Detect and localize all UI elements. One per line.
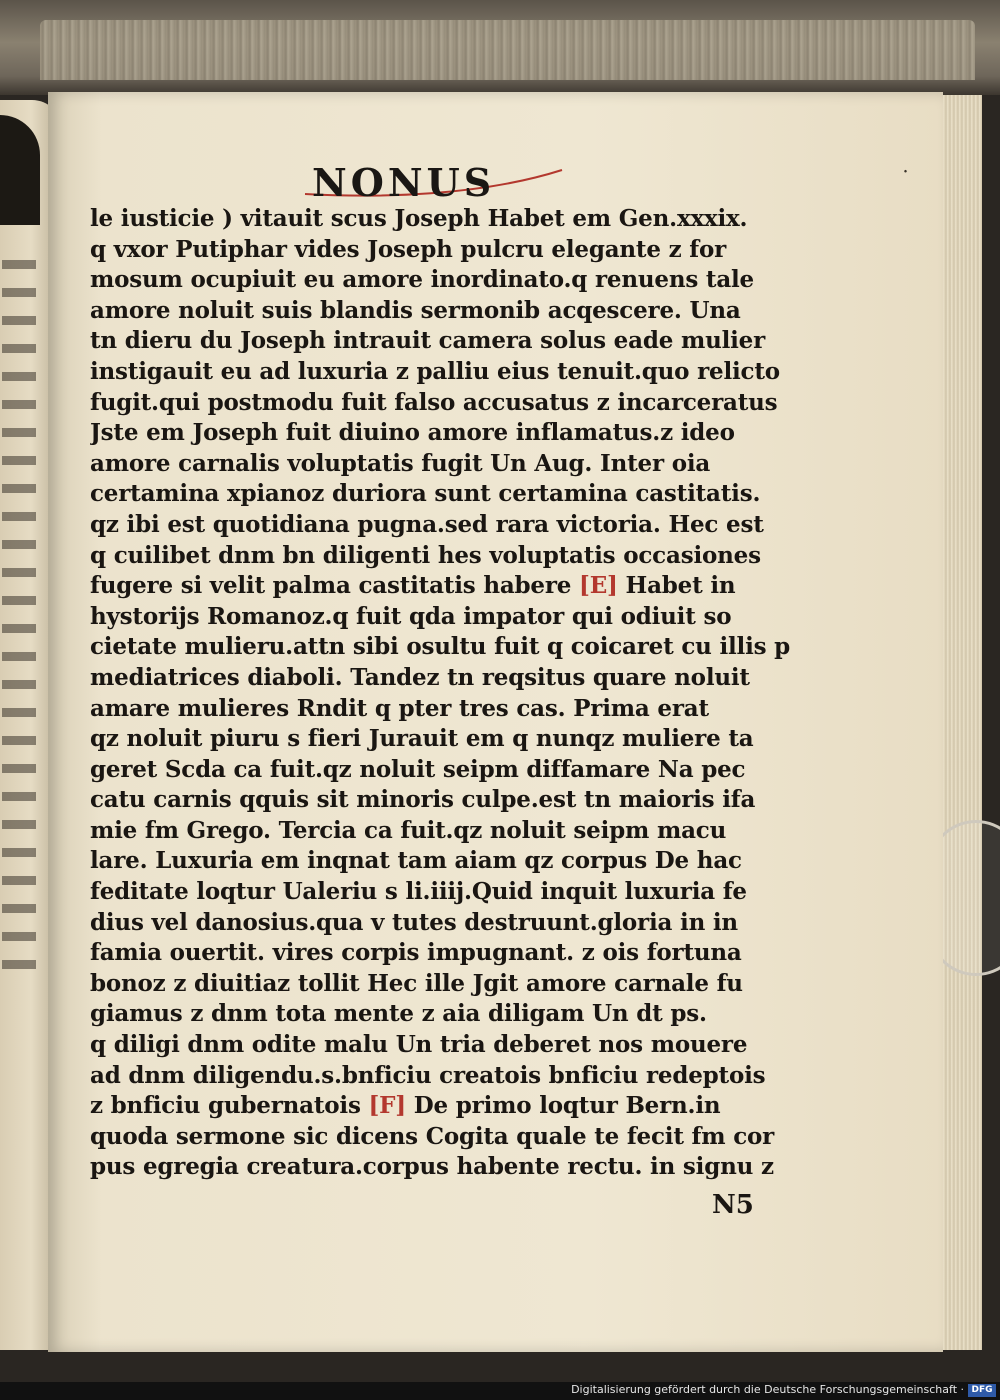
- text-line: hystorijs Romanoz.q fuit qda impator qui odiuit so: [90, 602, 732, 630]
- left-page-text-fragment: [2, 260, 36, 980]
- text-line: amore carnalis voluptatis fugit Un Aug. Inter oia: [90, 449, 711, 477]
- page-block-top: [40, 20, 975, 80]
- margin-mark: ˙: [900, 168, 911, 193]
- text-line: instigauit eu ad luxuria z palliu eius tenuit.quo relicto: [90, 357, 780, 385]
- text-line-rubric: z bnficiu gubernatois [F] De primo loqtur Bern.in: [90, 1092, 721, 1120]
- text-line: tn dieru du Joseph intrauit camera solus eade mulier: [90, 327, 766, 355]
- text-line: geret Scda ca fuit.qz noluit seipm diffamare Na pec: [90, 755, 746, 783]
- text-line: q diligi dnm odite malu Un tria deberet nos mouere: [90, 1031, 748, 1059]
- text-line: giamus z dnm tota mente z aia diligam Un dt ps.: [90, 1000, 707, 1028]
- text-line: mediatrices diaboli. Tandez tn reqsitus quare noluit: [90, 663, 750, 691]
- text-line: q vxor Putiphar vides Joseph pulcru elegante z for: [90, 235, 727, 263]
- signature-mark: N5: [712, 1190, 754, 1220]
- text-line: Jste em Joseph fuit diuino amore inflamatus.z ideo: [90, 419, 735, 447]
- main-text-block: [90, 204, 790, 1194]
- running-title: NONUS: [312, 160, 496, 205]
- text-line: q cuilibet dnm bn diligenti hes voluptatis occasiones: [90, 541, 761, 569]
- text-line: cietate mulieru.attn sibi osultu fuit q coicaret cu illis p: [90, 633, 790, 661]
- text-line: feditate loqtur Ualeriu s li.iiij.Quid inquit luxuria fe: [90, 878, 747, 906]
- text-line: qz ibi est quotidiana pugna.sed rara victoria. Hec est: [90, 510, 764, 538]
- text-line: catu carnis qquis sit minoris culpe.est tn maioris ifa: [90, 786, 756, 814]
- text-line: bonoz z diuitiaz tollit Hec ille Jgit amore carnale fu: [90, 969, 743, 997]
- text-line-rubric: fugere si velit palma castitatis habere [E] Habet in: [90, 572, 736, 600]
- text-line: dius vel danosius.qua v tutes destruunt.gloria in in: [90, 908, 738, 936]
- text-line: mosum ocupiuit eu amore inordinato.q renuens tale: [90, 266, 754, 294]
- text-line: lare. Luxuria em inqnat tam aiam qz corpus De hac: [90, 847, 742, 875]
- text-line: famia ouertit. vires corpis impugnant. z ois fortuna: [90, 939, 742, 967]
- text-line: mie fm Grego. Tercia ca fuit.qz noluit seipm macu: [90, 816, 727, 844]
- rubric-initial: [E]: [579, 572, 618, 600]
- funding-footer: Digitalisierung gefördert durch die Deutsche Forschungsgemeinschaft ·: [571, 1383, 964, 1396]
- text-line: fugit.qui postmodu fuit falso accusatus z incarceratus: [90, 388, 778, 416]
- text-line: ad dnm diligendu.s.bnficiu creatois bnficiu redeptois: [90, 1061, 766, 1089]
- text-line: amare mulieres Rndit q pter tres cas. Prima erat: [90, 694, 709, 722]
- rubric-initial: [F]: [368, 1092, 406, 1120]
- dfg-logo: DFG: [968, 1384, 996, 1397]
- text-line: le iusticie ) vitauit scus Joseph Habet em Gen.xxxix.: [90, 205, 748, 232]
- text-line: pus egregia creatura.corpus habente rectu. in signu z: [90, 1153, 774, 1181]
- text-line: qz noluit piuru s fieri Jurauit em q nunqz muliere ta: [90, 725, 754, 753]
- text-line: quoda sermone sic dicens Cogita quale te fecit fm cor: [90, 1122, 775, 1150]
- text-line: certamina xpianoz duriora sunt certamina castitatis.: [90, 480, 761, 508]
- text-line: amore noluit suis blandis sermonib acqescere. Una: [90, 296, 741, 324]
- right-page-edges: [939, 95, 982, 1350]
